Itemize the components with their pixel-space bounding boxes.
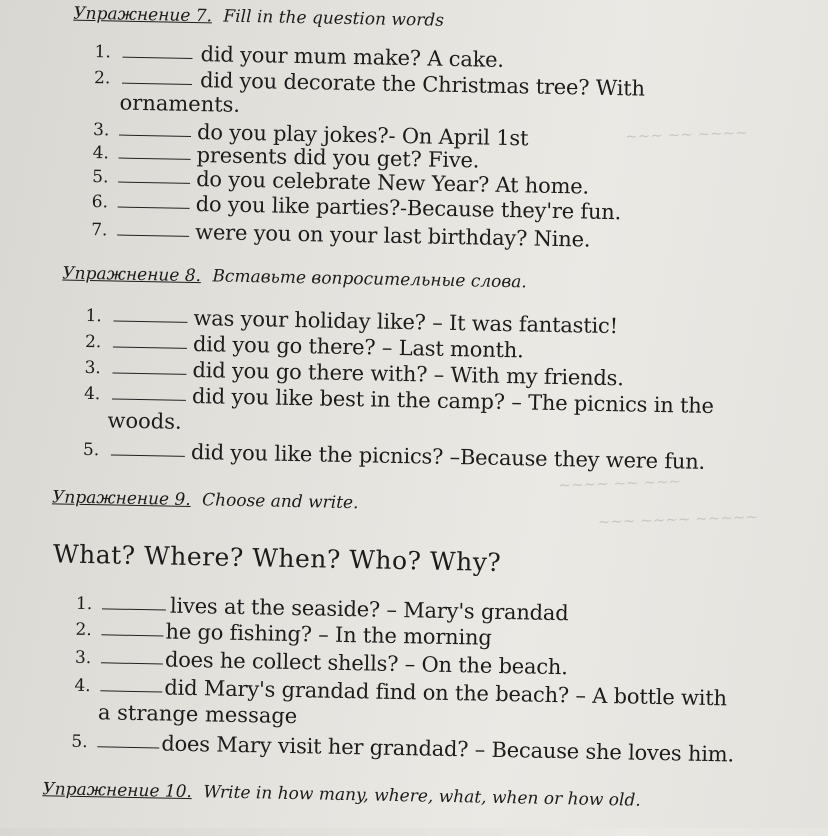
- item-number: 4.: [84, 384, 101, 404]
- question-text: does he collect shells? – On the beach.: [165, 648, 568, 680]
- answer-blank[interactable]: [101, 646, 163, 664]
- item-number: 3.: [75, 648, 92, 668]
- answer-blank[interactable]: [119, 142, 191, 160]
- exercise-9-label: Упражнение 9.: [52, 487, 191, 510]
- item-number: 1.: [85, 306, 102, 326]
- question-text: did you go there with? – With my friends.: [192, 358, 624, 390]
- answer-blank[interactable]: [102, 592, 166, 610]
- item-number: 7.: [91, 220, 108, 240]
- item-number: 5.: [92, 167, 109, 187]
- item-number: 4.: [74, 676, 91, 696]
- bleed-through-text: ~~~ ~~ ~~~~: [625, 123, 748, 145]
- item-number: 2.: [94, 68, 111, 88]
- item-number: 6.: [92, 192, 109, 212]
- answer-blank[interactable]: [118, 166, 190, 184]
- item-number: 2.: [85, 332, 102, 352]
- question-text: did you like best in the camp? – The picnics in the: [192, 384, 714, 418]
- question-text: do you celebrate New Year? At home.: [196, 167, 589, 199]
- item-number: 3.: [84, 358, 101, 378]
- question-text: he go fishing? – In the morning: [165, 620, 492, 650]
- question-continuation: woods.: [107, 408, 182, 433]
- answer-blank[interactable]: [118, 191, 190, 209]
- exercise-7-heading: [73, 4, 444, 31]
- answer-blank[interactable]: [122, 67, 192, 85]
- answer-blank[interactable]: [113, 304, 187, 322]
- question-continuation: a strange message: [98, 700, 298, 728]
- exercise-8-instruction: Вставьте вопросительные слова.: [212, 266, 527, 292]
- exercise-10-label: Упражнение 10.: [42, 779, 192, 802]
- question-word-bank: What? Where? When? Who? Why?: [53, 539, 502, 577]
- item-number: 3.: [93, 120, 110, 140]
- exercise-9-instruction: Choose and write.: [202, 490, 359, 513]
- bleed-through-text: ~~~ ~~~~ ~~~~~: [598, 508, 759, 531]
- question-text: did you decorate the Christmas tree? With: [200, 68, 645, 101]
- item-number: 1.: [76, 594, 93, 614]
- question-text: lives at the seaside? – Mary's grandad: [170, 594, 569, 626]
- question-text: did you go there? – Last month.: [193, 332, 524, 362]
- answer-blank[interactable]: [112, 356, 186, 374]
- answer-blank[interactable]: [112, 382, 186, 400]
- question-text: was your holiday like? – It was fantastic!: [193, 306, 618, 338]
- question-continuation: ornaments.: [119, 91, 240, 117]
- answer-blank[interactable]: [97, 730, 159, 748]
- answer-blank[interactable]: [100, 674, 162, 692]
- exercise-9-heading: [52, 487, 359, 513]
- answer-blank[interactable]: [101, 618, 163, 636]
- item-number: 4.: [92, 143, 109, 163]
- exercise-8-heading: [62, 263, 527, 292]
- bleed-through-text: ~~~~ ~~ ~~~: [558, 472, 681, 494]
- exercise-10-instruction: Write in how many, where, what, when or how old.: [203, 782, 641, 810]
- item-number: 2.: [75, 620, 92, 640]
- item-number: 5.: [71, 732, 88, 752]
- question-text: does Mary visit her grandad? – Because she loves him.: [161, 731, 734, 766]
- question-text: did your mum make? A cake.: [200, 42, 504, 72]
- answer-blank[interactable]: [117, 219, 189, 237]
- exercise-7-instruction: Fill in the question words: [223, 7, 444, 31]
- question-text: do you play jokes?- On April 1st: [197, 120, 529, 150]
- exercise-7-label: Упражнение 7.: [73, 4, 212, 27]
- question-text: presents did you get? Five.: [196, 143, 479, 172]
- exercise-10-heading: [42, 779, 641, 810]
- question-text: do you like parties?-Because they're fun.: [195, 192, 621, 224]
- answer-blank[interactable]: [111, 438, 185, 456]
- answer-blank[interactable]: [113, 330, 187, 348]
- exercise-8-label: Упражнение 8.: [62, 263, 201, 286]
- item-number: 1.: [94, 42, 111, 62]
- answer-blank[interactable]: [123, 41, 193, 59]
- question-text: did you like the picnics? –Because they were fun.: [191, 440, 706, 474]
- question-text: were you on your last birthday? Nine.: [195, 220, 591, 252]
- answer-blank[interactable]: [119, 119, 191, 137]
- question-text: did Mary's grandad find on the beach? – A bottle with: [164, 676, 727, 711]
- item-number: 5.: [83, 440, 100, 460]
